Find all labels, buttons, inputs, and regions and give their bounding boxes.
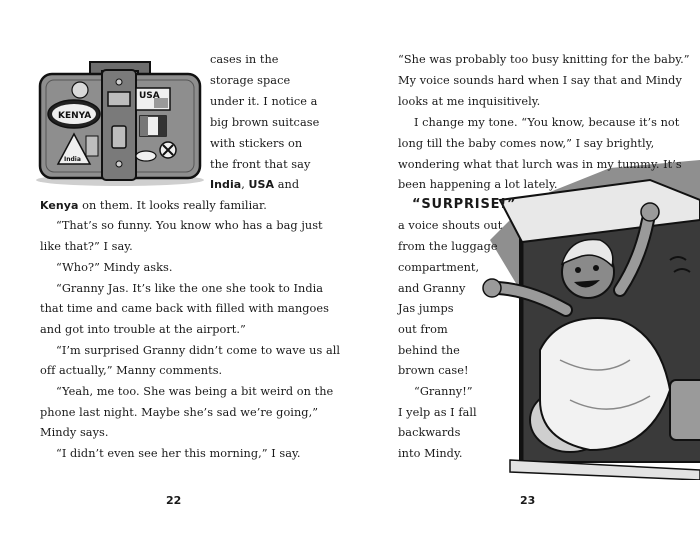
text-line: from the luggage (398, 240, 498, 253)
text-fragment: , (241, 178, 249, 191)
suitcase-illustration (34, 52, 206, 188)
text-line: wondering what that lurch was in my tummy. It’s (398, 158, 682, 171)
text-line: “I’m surprised Granny didn’t come to wave us all (56, 344, 341, 357)
text-line: Jas jumps (398, 302, 454, 315)
usa-sticker (136, 88, 170, 110)
text-line: big brown suitcase (210, 116, 320, 129)
text-line: backwards (398, 426, 461, 439)
page-number: 22 (166, 494, 182, 507)
text-line: My voice sounds hard when I say that and Mindy (398, 74, 682, 87)
text-fragment: on them. It looks really familiar. (78, 199, 267, 212)
right-page (350, 0, 700, 533)
text-line: I change my tone. “You know, because it’s not (414, 116, 680, 129)
text-line: “I didn’t even see her this morning,” I say. (56, 447, 301, 460)
surprise-exclamation: “SURPRISE!” (412, 197, 517, 212)
text-line: Mindy says. (40, 426, 109, 439)
text-line: behind the (398, 344, 460, 357)
text-line: phone last night. Maybe she’s sad we’re going,” (40, 406, 319, 419)
text-line: “Yeah, me too. She was being a bit weird on the (56, 385, 334, 398)
text-line: looks at me inquisitively. (398, 95, 541, 108)
text-line: the front that say (210, 158, 311, 171)
text-line: into Mindy. (398, 447, 463, 460)
text-line: “Granny Jas. It’s like the one she took to India (56, 282, 324, 295)
usa-sticker-label: USA (139, 91, 160, 101)
kenya-sticker-label: KENYA (58, 111, 92, 121)
text-line: “She was probably too busy knitting for the baby.” (398, 53, 690, 66)
text-line (210, 178, 299, 192)
text-line: out from (398, 323, 448, 336)
text-line: with stickers on (210, 137, 303, 150)
text-line: that time and came back with filled with mangoes (40, 302, 329, 315)
text-line: cases in the (210, 53, 279, 66)
text-line: and Granny (398, 282, 466, 295)
text-line: like that?” I say. (40, 240, 133, 253)
text-line: and got into trouble at the airport.” (40, 323, 246, 336)
page-number: 23 (520, 494, 536, 507)
country-usa: USA (248, 178, 275, 191)
text-line: been happening a lot lately. (398, 178, 558, 191)
text-line: compartment, (398, 261, 480, 274)
text-line: “Granny!” (414, 385, 473, 398)
kenya-sticker (48, 100, 100, 128)
text-fragment: and (274, 178, 300, 191)
country-india: India (210, 178, 242, 191)
text-line: “That’s so funny. You know who has a bag just (56, 219, 323, 232)
text-line: I yelp as I fall (398, 406, 477, 419)
text-line (40, 199, 267, 213)
text-line: “Who?” Mindy asks. (56, 261, 173, 274)
india-sticker-label: India (64, 156, 81, 163)
text-line: under it. I notice a (210, 95, 318, 108)
text-line: long till the baby comes now,” I say brightly, (398, 137, 655, 150)
country-kenya: Kenya (40, 199, 79, 212)
text-line: storage space (210, 74, 291, 87)
text-line: off actually,” Manny comments. (40, 364, 223, 377)
text-line: a voice shouts out (398, 219, 503, 232)
text-line: brown case! (398, 364, 469, 377)
